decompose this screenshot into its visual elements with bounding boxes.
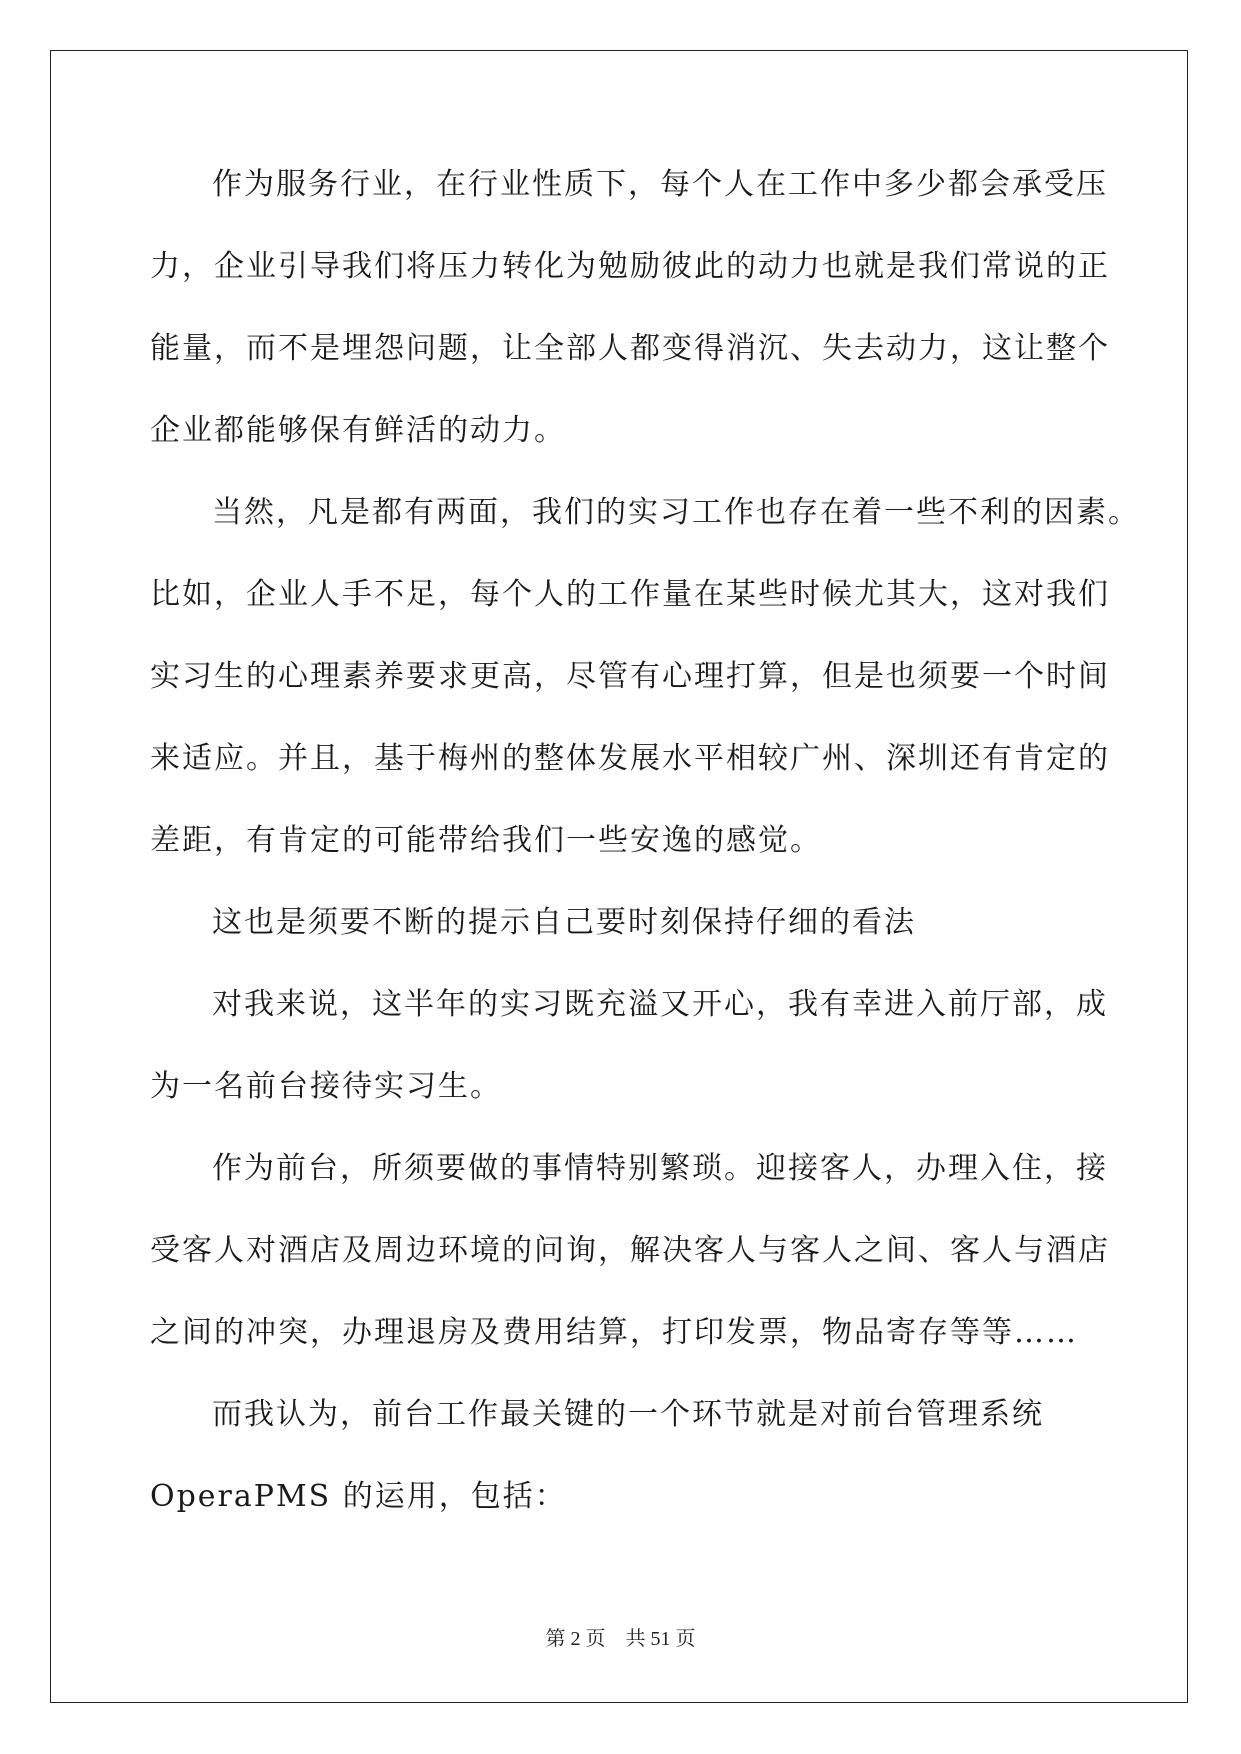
text-line: 这也是须要不断的提示自己要时刻保持仔细的看法 [212,905,916,940]
text-line: 力，企业引导我们将压力转化为勉励彼此的动力也就是我们常说的正 [150,249,1110,284]
text-line: 当然，凡是都有两面，我们的实习工作也存在着一些不利的因素。 [212,495,1140,530]
text-line: 实习生的心理素养要求更高，尽管有心理打算，但是也须要一个时间 [150,659,1110,694]
text-line: 而我认为，前台工作最关键的一个环节就是对前台管理系统 [212,1397,1044,1432]
text-line: 之间的冲突，办理退房及费用结算，打印发票，物品寄存等等…… [150,1315,1078,1350]
text-line: 作为前台，所须要做的事情特别繁琐。迎接客人，办理入住，接 [212,1151,1108,1186]
text-line: 比如，企业人手不足，每个人的工作量在某些时候尤其大，这对我们 [150,577,1110,612]
page-number-footer: 第 2 页 共 51 页 [545,1628,696,1650]
text-line: 对我来说，这半年的实习既充溢又开心，我有幸进入前厅部，成 [212,987,1108,1022]
text-line: 企业都能够保有鲜活的动力。 [150,413,566,448]
text-line: 来适应。并且，基于梅州的整体发展水平相较广州、深圳还有肯定的 [150,741,1110,776]
document-body [150,160,1140,1554]
text-line: 差距，有肯定的可能带给我们一些安逸的感觉。 [150,823,822,858]
text-line: OperaPMS 的运用，包括： [150,1479,567,1514]
text-line: 受客人对酒店及周边环境的问询，解决客人与客人之间、客人与酒店 [150,1233,1110,1268]
text-line: 作为服务行业，在行业性质下，每个人在工作中多少都会承受压 [212,167,1108,202]
text-line: 能量，而不是埋怨问题，让全部人都变得消沉、失去动力，这让整个 [150,331,1110,366]
text-line: 为一名前台接待实习生。 [150,1069,502,1104]
